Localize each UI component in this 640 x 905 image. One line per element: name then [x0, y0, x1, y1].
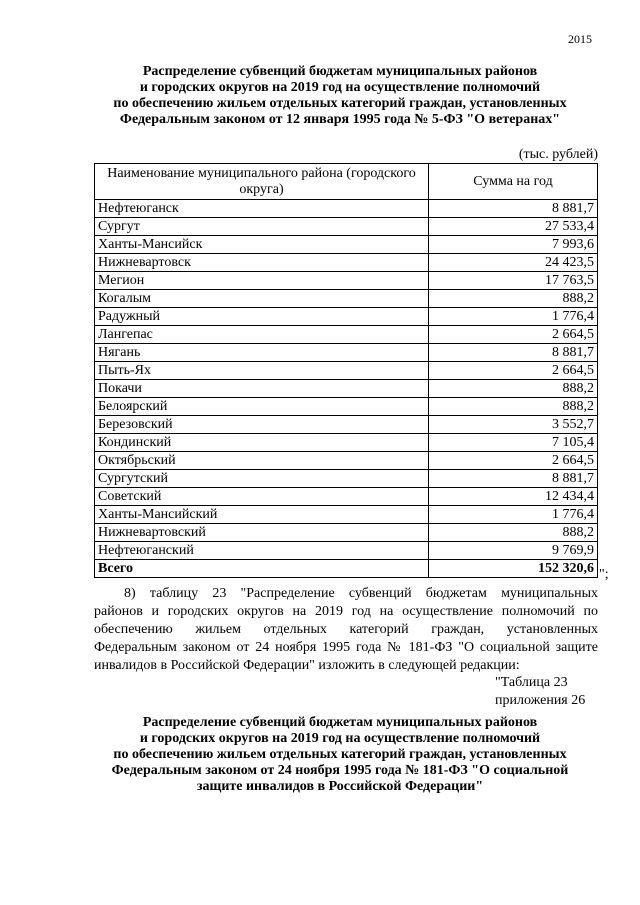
- heading-line: Федеральным законом от 12 января 1995 года № 5-ФЗ "О ветеранах": [119, 112, 561, 127]
- paragraph-line: инвалидов в Российской Федерации" изложить в следующей редакции:: [94, 658, 520, 673]
- annual-sum: 8 881,7: [429, 344, 598, 362]
- units-label: (тыс. рублей): [518, 147, 598, 162]
- annual-sum: 8 881,7: [429, 470, 598, 488]
- annual-sum: 9 769,9: [429, 542, 598, 560]
- municipality-name: Мегион: [95, 272, 429, 290]
- page-number: 2015: [568, 32, 592, 46]
- table-row: [95, 398, 598, 416]
- municipality-name: Нягань: [95, 344, 429, 362]
- annual-sum: 7 105,4: [429, 434, 598, 452]
- table-row: [95, 380, 598, 398]
- table-row: [95, 290, 598, 308]
- section-heading-veterans: [80, 64, 600, 128]
- table-row: [95, 254, 598, 272]
- header-municipality: Наименование муниципального района (городского округа): [95, 164, 429, 200]
- annual-sum: 17 763,5: [429, 272, 598, 290]
- heading-line: защите инвалидов в Российской Федерации": [196, 779, 484, 794]
- paragraph-line: районов и городских округов на 2019 год на осуществление полномочий по: [94, 604, 598, 619]
- annual-sum: 27 533,4: [429, 218, 598, 236]
- annual-sum: 12 434,4: [429, 488, 598, 506]
- table-row: [95, 308, 598, 326]
- municipality-name: Лангепас: [95, 326, 429, 344]
- table-row: [95, 200, 598, 218]
- annual-sum: 7 993,6: [429, 236, 598, 254]
- municipality-name: Радужный: [95, 308, 429, 326]
- table-row: [95, 524, 598, 542]
- heading-line: по обеспечению жильем отдельных категорий граждан, установленных: [113, 96, 567, 111]
- heading-line: и городских округов на 2019 год на осуществление полномочий: [139, 80, 541, 95]
- municipality-name: Нижневартовский: [95, 524, 429, 542]
- municipality-name: Советский: [95, 488, 429, 506]
- annual-sum: 888,2: [429, 290, 598, 308]
- municipality-name: Белоярский: [95, 398, 429, 416]
- table-row: [95, 434, 598, 452]
- annual-sum: 24 423,5: [429, 254, 598, 272]
- paragraph-line: Федеральным законом от 24 ноября 1995 года № 181-ФЗ "О социальной защите: [94, 640, 598, 655]
- annual-sum: 2 664,5: [429, 452, 598, 470]
- amendment-paragraph: [94, 585, 598, 675]
- annual-sum: 888,2: [429, 398, 598, 416]
- table-row: [95, 236, 598, 254]
- municipality-name: Сургут: [95, 218, 429, 236]
- subvention-table: [94, 163, 598, 578]
- table-row: [95, 506, 598, 524]
- municipality-name: Березовский: [95, 416, 429, 434]
- paragraph-line: 8) таблицу 23 "Распределение субвенций бюджетам муниципальных: [124, 586, 598, 601]
- total-row: [95, 560, 598, 578]
- note-line: приложения 26: [495, 693, 586, 708]
- closing-quote: ";: [599, 567, 609, 582]
- total-label: Всего: [95, 560, 429, 578]
- table-row: [95, 362, 598, 380]
- municipality-name: Покачи: [95, 380, 429, 398]
- municipality-name: Ханты-Мансийск: [95, 236, 429, 254]
- municipality-name: Нефтеюганск: [95, 200, 429, 218]
- table-row: [95, 326, 598, 344]
- municipality-name: Октябрьский: [95, 452, 429, 470]
- annual-sum: 3 552,7: [429, 416, 598, 434]
- municipality-name: Нефтеюганский: [95, 542, 429, 560]
- annual-sum: 2 664,5: [429, 326, 598, 344]
- heading-line: Распределение субвенций бюджетам муниципальных районов: [142, 64, 538, 79]
- table-row: [95, 452, 598, 470]
- note-line: "Таблица 23: [495, 675, 568, 690]
- table-row: [95, 542, 598, 560]
- annual-sum: 2 664,5: [429, 362, 598, 380]
- municipality-name: Ханты-Мансийский: [95, 506, 429, 524]
- municipality-name: Пыть-Ях: [95, 362, 429, 380]
- table-row: [95, 416, 598, 434]
- annual-sum: 888,2: [429, 380, 598, 398]
- heading-line: по обеспечению жильем отдельных категорий граждан, установленных: [113, 747, 567, 762]
- heading-line: и городских округов на 2019 год на осуществление полномочий: [139, 731, 541, 746]
- annual-sum: 888,2: [429, 524, 598, 542]
- annual-sum: 1 776,4: [429, 506, 598, 524]
- annual-sum: 8 881,7: [429, 200, 598, 218]
- municipality-name: Когалым: [95, 290, 429, 308]
- municipality-name: Кондинский: [95, 434, 429, 452]
- table-row: [95, 470, 598, 488]
- table-header-row: [95, 164, 598, 200]
- table-row: [95, 344, 598, 362]
- heading-line: Федеральным законом от 24 ноября 1995 года № 181-ФЗ "О социальной: [111, 763, 569, 778]
- municipality-name: Нижневартовск: [95, 254, 429, 272]
- table-row: [95, 488, 598, 506]
- header-annual-sum: Сумма на год: [429, 164, 598, 200]
- table-row: [95, 218, 598, 236]
- section-heading-disabled: [80, 715, 600, 795]
- table-row: [95, 272, 598, 290]
- paragraph-line: обеспечению жильем отдельных категорий граждан, установленных: [94, 622, 598, 637]
- total-sum: 152 320,6: [429, 560, 598, 578]
- municipality-name: Сургутский: [95, 470, 429, 488]
- annual-sum: 1 776,4: [429, 308, 598, 326]
- table-reference-note: [495, 674, 605, 710]
- heading-line: Распределение субвенций бюджетам муниципальных районов: [142, 715, 538, 730]
